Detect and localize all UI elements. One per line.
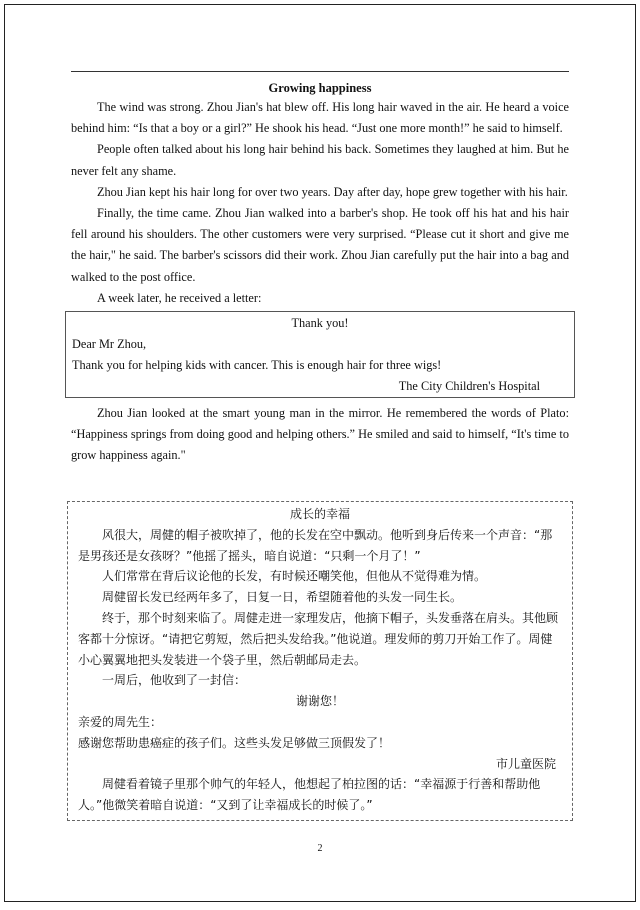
- translation-title: 成长的幸福: [289, 507, 350, 521]
- paragraph: People often talked about his long hair behind his back. Sometimes they laughed at him. But he never felt any shame.: [71, 142, 569, 178]
- header-rule: [71, 71, 569, 72]
- translation-paragraph: 一周后，他收到了一封信：: [102, 673, 247, 688]
- translation-letter-heading: 谢谢您！: [295, 694, 344, 709]
- translation-closing: 周健看着镜子里那个帅气的年轻人，他想起了柏拉图的话：“幸福源于行善和帮助他人。”他微笑着暗自说道：“又到了让幸福成长的时候了。”: [78, 777, 541, 813]
- paragraph: Finally, the time came. Zhou Jian walked into a barber's shop. He took off his hat and his hair fell around his shoulders. The other customers were very surprised. “Please cut it short and give me the hair," he said. The barber's scissors did their work. Zhou Jian carefully put the hair into a bag and walked to the post office.: [71, 206, 569, 284]
- document-page: [4, 4, 636, 902]
- paragraph: Zhou Jian kept his hair long for over two years. Day after day, hope grew together with his hair.: [97, 184, 568, 199]
- letter-body: Thank you for helping kids with cancer. This is enough hair for three wigs!: [72, 358, 442, 373]
- page-number: 2: [317, 843, 323, 854]
- translation-paragraph: 终于，那个时刻来临了。周健走进一家理发店，他摘下帽子，头发垂落在肩头。其他顾客都十分惊讶。“请把它剪短，然后把头发给我。”他说道。理发师的剪刀开始工作了。周健小心翼翼地把头发装进一个袋子里，然后朝邮局走去。: [78, 610, 559, 667]
- chinese-translation-box: [67, 501, 573, 821]
- translation-letter-greeting: 亲爱的周先生：: [78, 714, 163, 729]
- translation-letter-body: 感谢您帮助患癌症的孩子们。这些头发足够做三顶假发了！: [78, 735, 391, 750]
- paragraph: A week later, he received a letter:: [97, 290, 262, 305]
- passage-title: Growing happiness: [268, 81, 372, 95]
- translation-paragraph: 周健留长发已经两年多了，日复一日，希望随着他的头发一同生长。: [102, 590, 463, 605]
- english-passage: [71, 79, 569, 467]
- letter-signature: The City Children's Hospital: [398, 379, 540, 394]
- paragraph: The wind was strong. Zhou Jian's hat blew off. His long hair waved in the air. He heard a voice behind him: “Is that a boy or a girl?” He shook his head. “Just one more month!” he said to himself.: [71, 100, 569, 136]
- letter-greeting: Dear Mr Zhou,: [72, 337, 147, 352]
- translation-letter-signature: 市儿童医院: [495, 756, 556, 771]
- translation-paragraph: 风很大，周健的帽子被吹掉了，他的长发在空中飘动。他听到身后传来一个声音：“那是男孩还是女孩呀？”他摇了摇头，暗自说道：“只剩一个月了！”: [78, 527, 553, 563]
- closing-paragraph: Zhou Jian looked at the smart young man in the mirror. He remembered the words of Plato: “Happiness springs from doing good and helping others.” He smiled and said to himself, “It's time to grow happiness again.": [71, 406, 569, 463]
- translation-paragraph: 人们常常在背后议论他的长发，有时候还嘲笑他，但他从不觉得难为情。: [102, 569, 487, 584]
- letter-heading: Thank you!: [291, 316, 349, 331]
- letter-box: [65, 311, 575, 398]
